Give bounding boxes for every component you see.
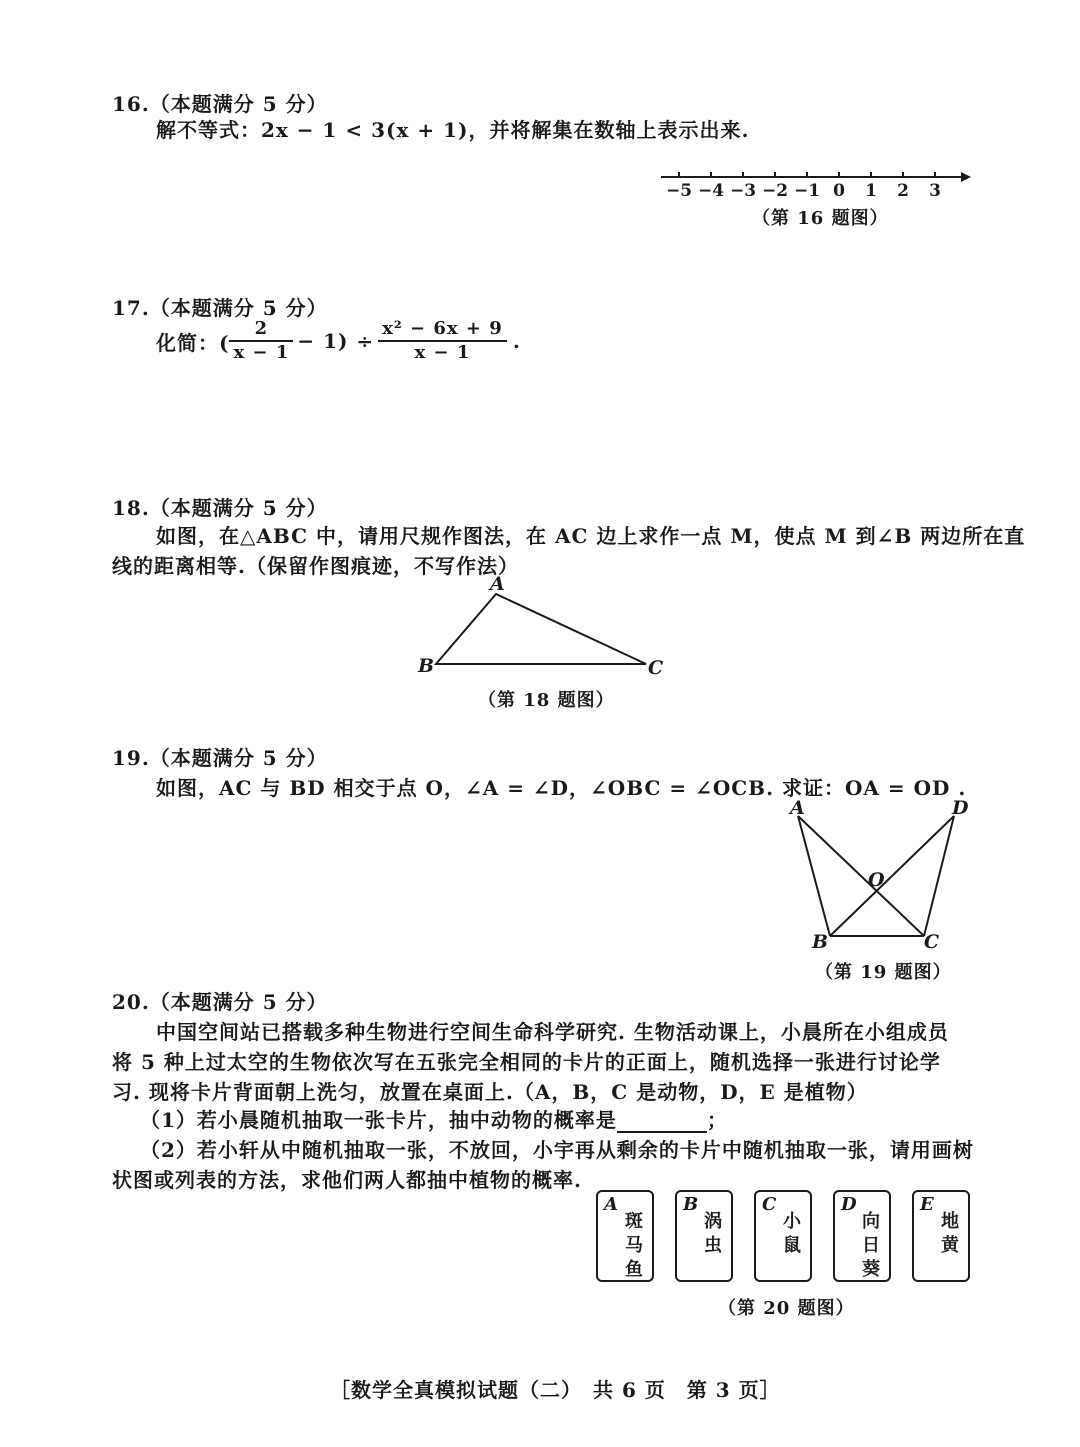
card-name: 斑马鱼 (625, 1211, 643, 1280)
card-d (833, 1190, 891, 1282)
q17-header: 17.（本题满分 5 分） (112, 296, 328, 320)
q18-label-c: C (648, 657, 664, 679)
number-line-tick-label: 0 (833, 181, 845, 201)
q17-frac2-numerator: x² − 6x + 9 (378, 318, 507, 342)
q17-frac1-denominator: x − 1 (233, 342, 290, 363)
q17-frac1-numerator: 2 (229, 318, 293, 342)
answer-blank (617, 1113, 707, 1133)
q19-caption: （第 19 题图） (815, 962, 952, 983)
q16-text: 解不等式：2x − 1 < 3(x + 1)，并将解集在数轴上表示出来. (156, 118, 750, 142)
q19-header: 19.（本题满分 5 分） (112, 746, 328, 770)
card-b (675, 1190, 733, 1282)
card-letter: E (920, 1194, 934, 1215)
card-name: 向日葵 (862, 1211, 880, 1280)
triangle-abc (436, 594, 646, 664)
q20-sub1-text: （1）若小晨随机抽取一张卡片，抽中动物的概率是 (140, 1108, 617, 1132)
q17-mid: − 1) ÷ (297, 329, 375, 353)
number-line-tick-label: −2 (761, 181, 789, 201)
page-footer: ［数学全真模拟试题（二） 共 6 页 第 3 页］ (330, 1378, 781, 1402)
q18-header: 18.（本题满分 5 分） (112, 496, 328, 520)
card-c (754, 1190, 812, 1282)
number-line-tick-label: −5 (665, 181, 693, 201)
number-line-tick-label: −3 (729, 181, 757, 201)
q17-frac2-denominator: x − 1 (414, 342, 471, 363)
q18-line1: 如图，在△ABC 中，请用尺规作图法，在 AC 边上求作一点 M，使点 M 到∠B 两边所在直 (156, 524, 1026, 548)
q20-line2: 将 5 种上过太空的生物依次写在五张完全相同的卡片的正面上，随机选择一张进行讨论学 (112, 1050, 941, 1074)
q20-line1: 中国空间站已搭载多种生物进行空间生命科学研究. 生物活动课上，小晨所在小组成员 (156, 1020, 949, 1044)
q20-sub1 (140, 1104, 728, 1133)
q17-end: . (512, 329, 521, 353)
q18-triangle-figure (410, 570, 680, 685)
q20-caption: （第 20 题图） (718, 1298, 855, 1319)
q17-prefix: 化简：( (156, 330, 230, 355)
q18-caption: （第 18 题图） (478, 690, 615, 711)
number-line-tick-label: 2 (897, 181, 909, 201)
q20-header: 20.（本题满分 5 分） (112, 990, 328, 1014)
number-line-tick-label: −1 (793, 181, 821, 201)
q20-sub1-end: ； (706, 1108, 728, 1132)
q19-label-d: D (952, 797, 969, 819)
q19-label-o: O (868, 869, 885, 891)
q17-fraction-2 (378, 318, 507, 364)
card-letter: B (683, 1194, 699, 1215)
number-line-tick-label: 3 (929, 181, 941, 201)
q16-caption: （第 16 题图） (752, 208, 889, 229)
q19-label-b: B (812, 931, 829, 953)
q19-label-a: A (790, 797, 805, 819)
q18-line2: 线的距离相等.（保留作图痕迹，不写作法） (112, 554, 519, 578)
q16-number-line (655, 165, 975, 205)
card-letter: A (604, 1194, 618, 1215)
q20-line3: 习. 现将卡片背面朝上洗匀，放置在桌面上.（A，B，C 是动物，D，E 是植物） (112, 1080, 868, 1104)
q18-label-a: A (490, 573, 505, 595)
q18-label-b: B (418, 655, 435, 677)
card-name: 地黄 (941, 1211, 959, 1256)
q19-text: 如图，AC 与 BD 相交于点 O，∠A = ∠D，∠OBC = ∠OCB. 求证：OA = OD . (156, 776, 967, 800)
card-name: 小鼠 (783, 1211, 801, 1256)
card-a (596, 1190, 654, 1282)
number-line-tick-label: −4 (697, 181, 725, 201)
q20-sub2-line1: （2）若小轩从中随机抽取一张，不放回，小宇再从剩余的卡片中随机抽取一张，请用画树 (140, 1138, 974, 1162)
number-line-tick-label: 1 (865, 181, 877, 201)
card-letter: D (841, 1194, 857, 1215)
q19-figure (780, 792, 980, 957)
q19-label-c: C (924, 931, 940, 953)
q16-header: 16.（本题满分 5 分） (112, 92, 328, 116)
q20-sub2-line2: 状图或列表的方法，求他们两人都抽中植物的概率. (112, 1168, 582, 1192)
card-name: 涡虫 (704, 1211, 722, 1256)
card-letter: C (762, 1194, 777, 1215)
q17-expression (156, 318, 521, 364)
q17-fraction-1 (229, 318, 293, 364)
card-e (912, 1190, 970, 1282)
